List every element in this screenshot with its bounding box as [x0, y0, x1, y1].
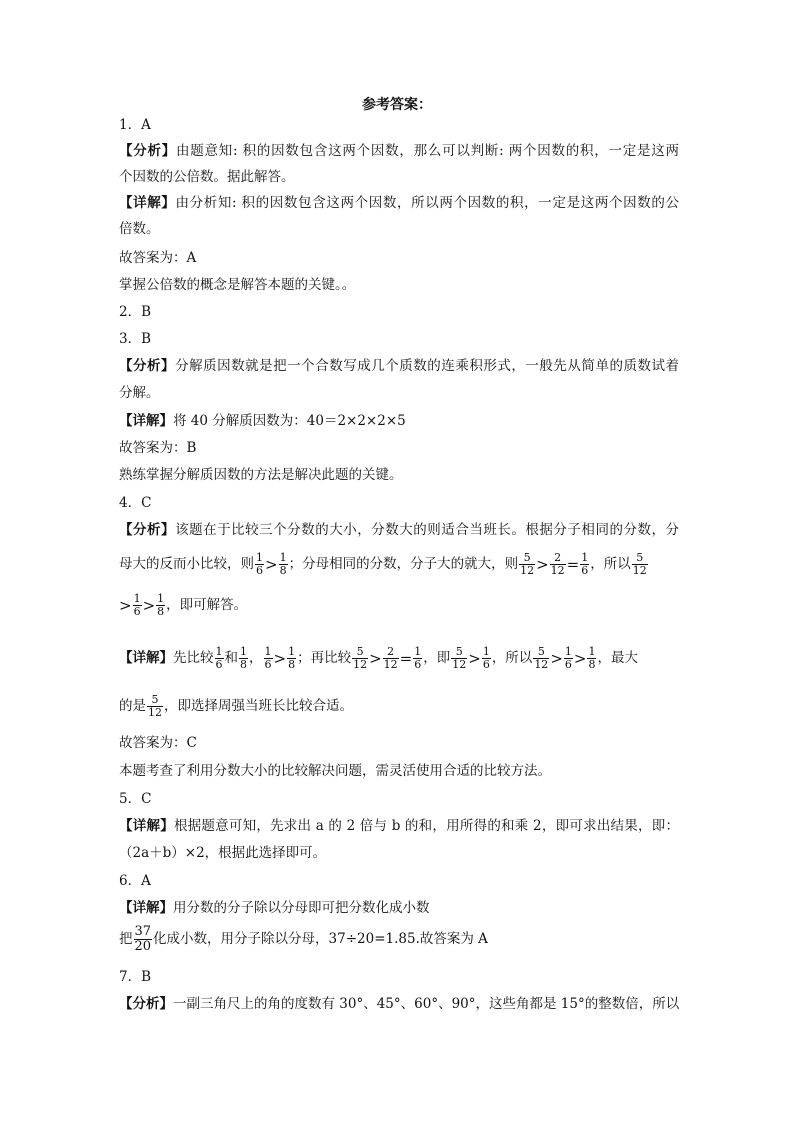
q1-answer: 故答案为：A — [119, 250, 197, 266]
fraction: $\frac{5}{12}$ — [632, 551, 647, 577]
q7-analysis-text: 一副三角尺上的角的度数有 30°、45°、60°、90°，这些角都是 15°的整数倍，所以 — [173, 996, 680, 1012]
q1-detail-text: 由分析知: 积的因数包含这两个因数，所以两个因数的积，一定是这两个因数的公 — [175, 195, 679, 211]
analysis-tag: 【分析】 — [119, 358, 176, 374]
fraction: $\frac{5}{12}$ — [452, 645, 467, 671]
detail-tag: 【详解】 — [119, 195, 176, 211]
q3-detail-text: 将 40 分解质因数为：40＝2×2×2×5 — [173, 413, 406, 429]
fraction: $\frac{1}{8}$ — [157, 592, 165, 618]
q3-note: 熟练掌握分解质因数的方法是解决此题的关键。 — [119, 467, 403, 483]
q6-detail-line1 — [119, 899, 679, 917]
q2-number: 2．B — [119, 304, 152, 320]
q3-analysis-text: 分解质因数就是把一个合数写成几个质数的连乘积形式，一般先从简单的质数试着 — [175, 358, 680, 374]
q3-analysis-line2: 分解。 — [119, 385, 160, 401]
fraction: $\frac{1}{6}$ — [482, 645, 490, 671]
fraction: $\frac{1}{6}$ — [414, 645, 422, 671]
q3-detail-line1 — [119, 412, 679, 430]
q6-detail-text: 用分数的分子除以分母即可把分数化成小数 — [173, 900, 430, 916]
q7-number: 7．B — [119, 969, 152, 985]
q4-analysis-line3: > $\frac{1}{6}$ > $\frac{1}{8}$ ，即可解答。 — [119, 592, 248, 618]
q5-detail-text: 根据题意可知，先求出 a 的 2 倍与 b 的和，用所得的和乘 2，即可求出结果，即： — [173, 818, 679, 834]
fraction: $\frac{5}{12}$ — [534, 645, 549, 671]
fraction: $\frac{1}{6}$ — [264, 645, 272, 671]
q7-analysis-line1 — [119, 995, 679, 1013]
fraction: $\frac{2}{12}$ — [383, 645, 398, 671]
analysis-tag: 【分析】 — [119, 996, 173, 1012]
fraction: $\frac{37}{20}$ — [134, 924, 152, 954]
q1-analysis-line1 — [119, 142, 679, 160]
fraction: $\frac{1}{6}$ — [133, 592, 141, 618]
page-title: 参考答案： — [362, 97, 432, 113]
detail-tag: 【详解】 — [119, 818, 174, 834]
q4-number: 4．C — [119, 495, 152, 511]
q6-number: 6．A — [119, 873, 151, 889]
fraction: $\frac{1}{6}$ — [564, 645, 572, 671]
fraction: $\frac{5}{12}$ — [148, 693, 162, 719]
q5-number: 5．C — [119, 791, 152, 807]
q1-analysis-text: 由题意知: 积的因数包含这两个因数，那么可以判断: 两个因数的积，一定是这两 — [176, 143, 679, 159]
q3-analysis-line1 — [119, 357, 679, 375]
q6-detail-line2: 把 $\frac{37}{20}$ 化成小数，用分子除以分母，37÷20=1.85.故答案为 A — [119, 924, 488, 954]
q1-detail-line1 — [119, 194, 679, 212]
q1-detail-line2: 倍数。 — [119, 221, 160, 237]
fraction: $\frac{1}{6}$ — [256, 551, 263, 577]
q1-note: 掌握公倍数的概念是解答本题的关键。。 — [119, 277, 356, 293]
q4-analysis-text: 该题在于比较三个分数的大小，分数大的则适合当班长。根据分子相同的分数，分 — [175, 522, 680, 538]
fraction: $\frac{1}{6}$ — [215, 645, 223, 671]
q5-detail-line1 — [119, 817, 679, 835]
fraction: $\frac{1}{6}$ — [581, 551, 589, 577]
q3-answer: 故答案为：B — [119, 440, 197, 456]
q4-note: 本题考查了利用分数大小的比较解决问题，需灵活使用合适的比较方法。 — [119, 763, 551, 779]
detail-tag: 【详解】 — [119, 413, 173, 429]
q3-number: 3．B — [119, 331, 152, 347]
q1-number: 1．A — [119, 117, 151, 133]
q1-analysis-line2: 个因数的公倍数。据此解答。 — [119, 169, 295, 185]
fraction: $\frac{1}{8}$ — [588, 645, 596, 671]
fraction: $\frac{5}{12}$ — [520, 551, 535, 577]
fraction: $\frac{2}{12}$ — [550, 551, 565, 577]
q5-detail-line2: （2a＋b）×2，根据此选择即可。 — [119, 845, 327, 861]
fraction: $\frac{1}{8}$ — [288, 645, 296, 671]
analysis-tag: 【分析】 — [119, 143, 177, 159]
detail-tag: 【详解】 — [119, 650, 173, 666]
fraction: $\frac{1}{8}$ — [240, 645, 247, 671]
detail-tag: 【详解】 — [119, 900, 173, 916]
q4-detail-line1: 【详解】先比较 $\frac{1}{6}$ 和 $\frac{1}{8}$ ， $\frac{1}{6}$ > $\frac{1}{8}$ ；再比较 $\frac{5}{12}$ > $\frac{2}{12}$ = $\frac{1}{6}$ ，即 $\frac{5}{12}$ > $\frac{1}{6}$ ，所以 $\frac{5}{12}$ > $\frac{1}{6}$ > $\frac{1}{8}$ ，最大 — [119, 645, 638, 671]
q4-answer: 故答案为：C — [119, 735, 197, 751]
fraction: $\frac{5}{12}$ — [353, 645, 368, 671]
q4-detail-line2: 的是 $\frac{5}{12}$ ，即选择周强当班长比较合适。 — [119, 693, 353, 719]
q4-analysis-line1 — [119, 521, 679, 539]
q4-analysis-line2: 母大的反而小比较，则 $\frac{1}{6}$ > $\frac{1}{8}$ ；分母相同的分数，分子大的就大，则 $\frac{5}{12}$ > $\frac{2}{12}$ = $\frac{1}{6}$ ，所以 $\frac{5}{12}$ — [119, 551, 647, 577]
fraction: $\frac{1}{8}$ — [279, 551, 287, 577]
analysis-tag: 【分析】 — [119, 522, 176, 538]
